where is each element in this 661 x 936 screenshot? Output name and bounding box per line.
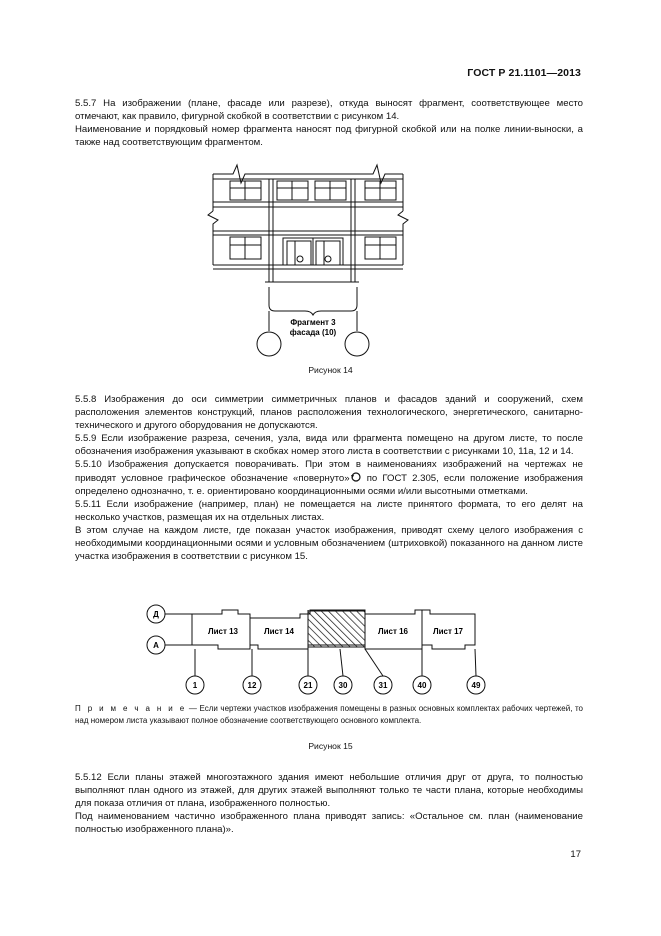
axis-1: 1: [192, 681, 198, 690]
paragraph-5-5-12: 5.5.12 Если планы этажей многоэтажного здания имеют небольшие отличия друг от друга, то полностью выполняют план одного из этажей, для других этажей выполняют только те части плана, которые необходимы для показа отличия от плана, изображенного полностью.: [75, 772, 583, 810]
paragraph-5-5-7: 5.5.7 На изображении (плане, фасаде или разрезе), откуда выносят фрагмент, соответствующее место отмечают, как правило, фигурной скобкой в соответствии с рисунком 14.: [75, 98, 583, 123]
axis-12: 12: [247, 681, 257, 690]
paragraph-5-5-8: 5.5.8 Изображения до оси симметрии симметричных планов и фасадов зданий и сооружений, схем расположения элементов конструкций, планов расположения технологического, энергетического, санитарно-технического и другого оборудования не допускаются.: [75, 394, 583, 432]
paragraph-sheet-scheme: В этом случае на каждом листе, где показан участок изображения, приводят схему целого изображения с необходимыми координационными осями и условным обозначением (штриховкой) показанного на данном листе участка изображения в соответствии с рисунком 15.: [75, 524, 583, 563]
axis-49: 49: [471, 681, 481, 690]
row-axis-d: Д: [153, 610, 159, 619]
note-label: П р и м е ч а н и е: [75, 704, 187, 713]
section-5-5-12: [75, 771, 583, 836]
paragraph-5-5-9: 5.5.9 Если изображение разреза, сечения, узла, вида или фрагмента помещено на другом листе, то после обозначения изображения указывают в скобках номер этого листа в соответствии с рисунками 10, 11а, 12 и 14.: [75, 433, 583, 458]
paragraph-5-5-10-start: 5.5.10 Изображения допускается поворачивать. При этом в наименованиях изображений на чертежах не приводят условное графическое обозначение «повернуто»: [75, 459, 583, 484]
section-5-5-7: [75, 97, 583, 149]
sheet-label-14: Лист 14: [263, 627, 295, 636]
hatched-sheet-15: [308, 611, 365, 647]
section-5-5-8-9: [75, 393, 583, 563]
sheet-label-16: Лист 16: [377, 627, 409, 636]
document-code: ГОСТ Р 21.1101—2013: [467, 67, 581, 79]
page-number: 17: [570, 849, 581, 860]
row-axis-a: А: [153, 641, 159, 650]
paragraph-remaining-plan: Под наименованием частично изображенного плана приводят запись: «Остальное см. план (наименование полностью изображенного плана)».: [75, 811, 583, 836]
sheet-label-17: Лист 17: [432, 627, 464, 636]
fragment-label-line2: фасада (10): [289, 328, 337, 337]
figure-15-sheet-scheme: [140, 600, 510, 700]
figure-15-caption: Рисунок 15: [308, 741, 353, 751]
paragraph-5-5-10: [75, 458, 583, 497]
axis-40: 40: [417, 681, 427, 690]
paragraph-5-5-11: 5.5.11 Если изображение (например, план) не помещается на листе принятого формата, то его делят на несколько участков, размещая их на отдельных листах.: [75, 498, 583, 523]
fragment-label-line1: Фрагмент 3: [290, 318, 336, 327]
paragraph-fragment-naming: Наименование и порядковый номер фрагмента наносят под фигурной скобкой или на полке линии-выноски, а также над соответствующим фрагментом.: [75, 124, 583, 149]
note-text: — Если чертежи участков изображения помещены в разных основных комплектах рабочих чертежей, то над номером листа указывают полное обозначение соответствующего основного комплекта.: [75, 704, 583, 725]
axis-21: 21: [303, 681, 313, 690]
figure-14-caption: Рисунок 14: [308, 365, 353, 375]
paragraph-5-5-10-end: по ГОСТ 2.305, если положение изображения определено однозначно, т. е. ориентировано координационными осями и/или высотными отметками.: [75, 472, 583, 497]
figure-14-facade: [205, 155, 455, 360]
sheet-label-13: Лист 13: [207, 627, 239, 636]
axis-30: 30: [338, 681, 348, 690]
rotated-symbol-icon: [350, 472, 362, 482]
axis-31: 31: [378, 681, 388, 690]
figure-15-note: [75, 703, 583, 727]
